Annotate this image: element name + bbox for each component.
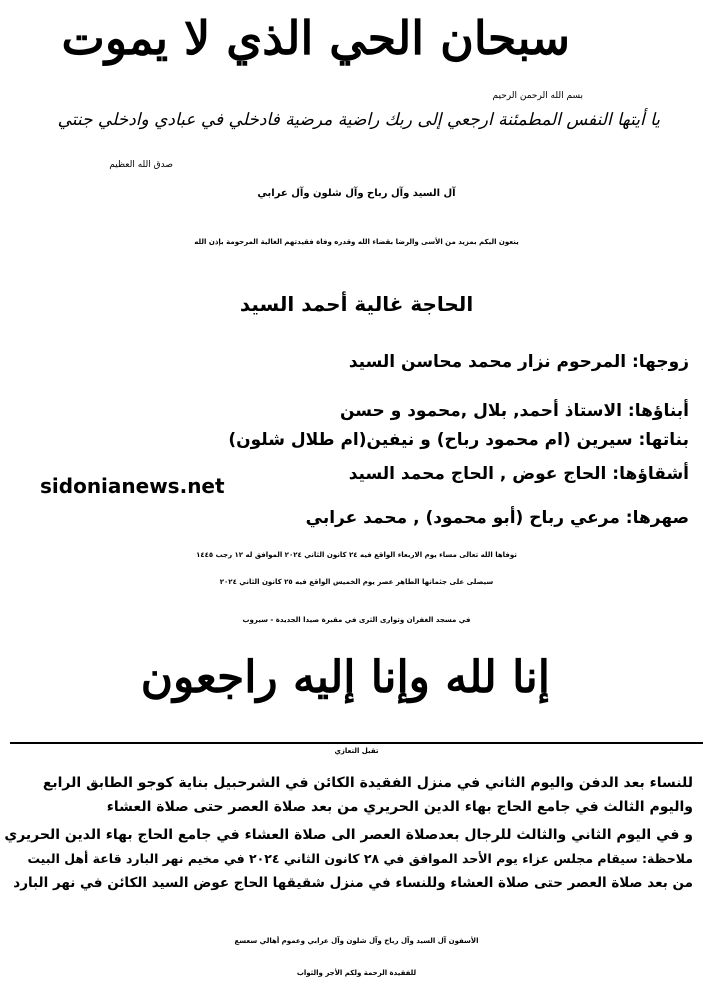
calligraphy-header: سبحان الحي الذي لا يموت <box>61 11 570 65</box>
families-heading: آل السيد وآل رباح وآل شلون وآل عرابي <box>257 188 456 199</box>
closing-line: للفقيدة الرحمة ولكم الأجر والثواب <box>296 969 417 977</box>
relative-line-brothers: أشقاؤها: الحاج عوض , الحاج محمد السيد <box>348 464 689 484</box>
relative-line-daughters: بناتها: سيرين (ام محمود رباح) و نيفين(ام طلال شلون) <box>228 430 689 450</box>
condolence-line: و في اليوم الثاني والثالث للرجال بعدصلاة العصر الى صلاة العشاء في جامع الحاج بهاء الدين الحريري <box>4 827 693 843</box>
burial-line: في مسجد الغفران وتوارى الثرى في مقبرة صيدا الجديدة - سيروب <box>242 616 471 624</box>
calligraphy-footer: إنا لله وإنا إليه راجعون <box>140 652 550 703</box>
condolences-title: تقبل التعازي <box>334 747 379 755</box>
relative-line-sons: أبناؤها: الاستاذ أحمد, بلال ,محمود و حسن <box>339 401 689 421</box>
basmala: بسم الله الرحمن الرحيم <box>492 91 583 101</box>
deceased-name: الحاجة غالية أحمد السيد <box>239 292 474 316</box>
death-date-line: توفاها الله تعالى مساء يوم الاربعاء الواقع فيه ٢٤ كانون الثاني ٢٠٢٤ الموافق له ١٢ رجب ١٤٤٥ <box>196 551 517 559</box>
relative-line-sons-in-law: صهرها: مرعي رباح (أبو محمود) , محمد عرابي <box>305 508 689 528</box>
mourners-line: الأسفون آل السيد وآل رباح وآل شلون وآل عرابي وعموم أهالي سعسع <box>234 937 479 945</box>
sadaqa-text: صدق الله العظيم <box>109 160 173 170</box>
condolence-line: واليوم الثالث في جامع الحاج بهاء الدين الحريري من بعد صلاة العصر حتى صلاة العشاء <box>106 799 693 815</box>
condolence-line: للنساء بعد الدفن واليوم الثاني في منزل الفقيدة الكائن في الشرحبيل بناية كوجو الطابق الرابع <box>42 775 693 791</box>
divider <box>10 742 703 744</box>
announcement-line: ينعون اليكم بمزيد من الأسى والرضا بقضاء الله وقدره وفاة فقيدتهم الغالية المرحومة بإذن الله <box>194 238 519 246</box>
relative-line-husband: زوجها: المرحوم نزار محمد محاسن السيد <box>348 352 689 372</box>
prayer-line: سيصلى على جثمانها الطاهر عصر يوم الخميس الواقع فيه ٢٥ كانون الثاني ٢٠٢٤ <box>219 578 494 586</box>
condolence-note-line: من بعد صلاة العصر حتى صلاة العشاء وللنساء في منزل شقيقها الحاج عوض السيد الكائن في نهر البارد <box>13 875 693 891</box>
condolence-note-line: ملاحظة: سيقام مجلس عزاء يوم الأحد الموافق في ٢٨ كانون الثاني ٢٠٢٤ في مخيم نهر البارد قاعة أهل البيت <box>27 851 693 866</box>
watermark-site: sidonianews.net <box>40 474 225 498</box>
quran-verse: يا أيتها النفس المطمئنة ارجعي إلى ربك راضية مرضية فادخلي في عبادي وادخلي جنتي <box>57 110 660 130</box>
